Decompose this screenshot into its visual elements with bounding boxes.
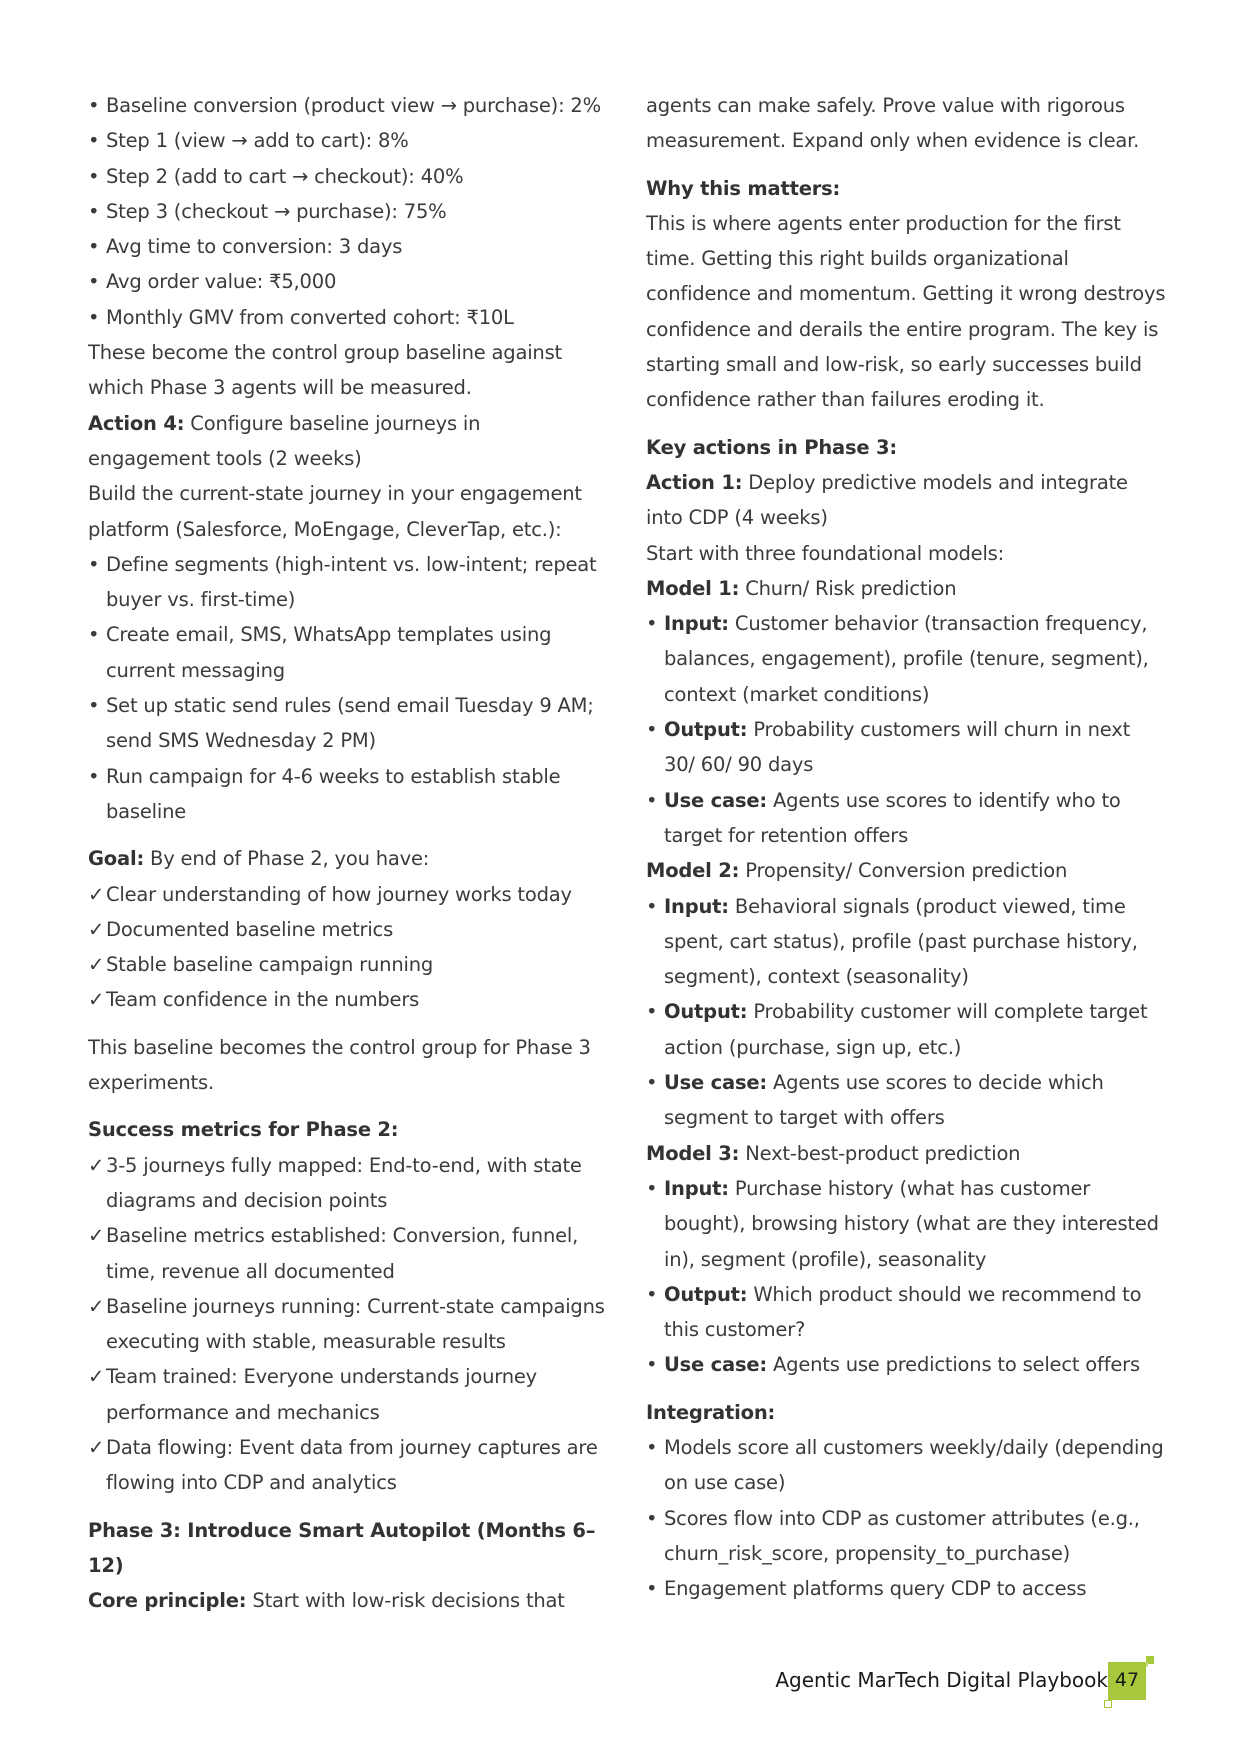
check-item	[88, 982, 608, 1017]
action-4-label: Action 4:	[88, 411, 185, 435]
start-paragraph: Start with three foundational models:	[646, 541, 1004, 565]
check-icon: ✓	[88, 1224, 105, 1248]
item-label: Input:	[664, 894, 729, 918]
success-item-text: Data flowing: Event data from journey captures are flowing into CDP and analytics	[106, 1435, 598, 1495]
model-2-heading	[646, 853, 1166, 888]
success-item	[88, 1218, 608, 1289]
key-actions-heading: Key actions in Phase 3:	[646, 435, 897, 459]
list-item: • Run campaign for 4-6 weeks to establish stable baseline	[88, 759, 608, 830]
success-item-text: Team trained: Everyone understands journey performance and mechanics	[106, 1365, 538, 1424]
item-label: Output:	[664, 1000, 748, 1024]
check-icon: ✓	[88, 1294, 105, 1318]
model-name: Churn/ Risk prediction	[739, 576, 957, 600]
check-icon: ✓	[88, 1435, 105, 1459]
item-label: Input:	[664, 1176, 729, 1200]
list-item: • Define segments (high-intent vs. low-intent; repeat buyer vs. first-time)	[88, 547, 608, 618]
list-item: • Avg time to conversion: 3 days	[88, 229, 608, 264]
success-item-text: 3-5 journeys fully mapped: End-to-end, with state diagrams and decision points	[106, 1153, 582, 1212]
check-icon: ✓	[88, 1365, 105, 1389]
item-text: Agents use predictions to select offers	[767, 1353, 1140, 1377]
left-column	[88, 88, 608, 1618]
page-footer	[700, 1660, 1160, 1710]
list-item	[646, 783, 1166, 854]
item-label: Output:	[664, 1282, 748, 1306]
check-icon: ✓	[88, 882, 105, 906]
list-item: • Models score all customers weekly/daily (depending on use case)	[646, 1430, 1166, 1501]
success-item-text: Baseline journeys running: Current-state campaigns executing with stable, measurable results	[106, 1294, 605, 1354]
list-item: • Scores flow into CDP as customer attributes (e.g., churn_risk_score, propensity_to_purchase)	[646, 1501, 1166, 1572]
control-group-paragraph: These become the control group baseline against which Phase 3 agents will be measured.	[88, 341, 562, 400]
item-text: Probability customer will complete target action (purchase, sign up, etc.)	[664, 1000, 1148, 1059]
model-label: Model 2:	[646, 859, 740, 883]
why-paragraph: This is where agents enter production for the first time. Getting this right builds organizational confidence and momentum. Getting it wrong destroys confidence and derails the entire program. The key is starting small and low-risk, so early successes build confidence rather than failures eroding it.	[646, 211, 1166, 412]
baseline-paragraph: This baseline becomes the control group for Phase 3 experiments.	[88, 1035, 591, 1095]
list-item: • Step 3 (checkout → purchase): 75%	[88, 194, 608, 229]
item-label: Use case:	[664, 788, 768, 812]
check-icon: ✓	[88, 953, 105, 977]
model-3-heading	[646, 1136, 1166, 1171]
integration-heading: Integration:	[646, 1400, 776, 1424]
check-item	[88, 947, 608, 982]
list-item	[646, 712, 1166, 783]
item-text: Which product should we recommend to this customer?	[664, 1282, 1142, 1342]
list-item: • Step 2 (add to cart → checkout): 40%	[88, 159, 608, 194]
check-icon: ✓	[88, 1153, 105, 1177]
model-label: Model 1:	[646, 576, 740, 600]
check-item-text: Documented baseline metrics	[106, 917, 394, 941]
list-item	[646, 1171, 1166, 1277]
action-1-label: Action 1:	[646, 470, 743, 494]
document-title: Agentic MarTech Digital Playbook	[775, 1668, 1108, 1692]
goal-text: By end of Phase 2, you have:	[144, 847, 430, 871]
core-principle-label: Core principle:	[88, 1589, 247, 1613]
check-item-text: Stable baseline campaign running	[106, 953, 434, 977]
goal-label: Goal:	[88, 847, 145, 871]
item-label: Input:	[664, 612, 729, 636]
item-label: Output:	[664, 718, 748, 742]
core-principle-paragraph	[88, 1583, 608, 1618]
success-metrics-heading: Success metrics for Phase 2:	[88, 1118, 399, 1142]
action-1-text: Deploy predictive models and integrate into CDP (4 weeks)	[646, 470, 1128, 530]
list-item	[646, 994, 1166, 1065]
action-4-text: Configure baseline journeys in engagement tools (2 weeks)	[88, 411, 481, 470]
item-text: Agents use scores to decide which segment to target with offers	[664, 1071, 1104, 1130]
page-number: 47	[1108, 1662, 1146, 1700]
decorative-outline-square-icon	[1104, 1700, 1112, 1708]
check-item-text: Team confidence in the numbers	[106, 988, 420, 1012]
why-heading: Why this matters:	[646, 176, 841, 200]
list-item	[646, 1065, 1166, 1136]
item-text: Customer behavior (transaction frequency, balances, engagement), profile (tenure, segment), context (market conditions)	[664, 612, 1149, 706]
list-item: • Baseline conversion (product view → purchase): 2%	[88, 88, 608, 123]
list-item	[646, 1277, 1166, 1348]
item-text: Probability customers will churn in next 30/ 60/ 90 days	[664, 718, 1131, 777]
success-item	[88, 1289, 608, 1360]
list-item: • Monthly GMV from converted cohort: ₹10L	[88, 300, 608, 335]
success-item	[88, 1148, 608, 1219]
check-item	[88, 877, 608, 912]
list-item: • Engagement platforms query CDP to access	[646, 1571, 1166, 1606]
item-label: Use case:	[664, 1071, 768, 1095]
check-item	[88, 912, 608, 947]
item-text: Behavioral signals (product viewed, time spent, cart status), profile (past purchase history, segment), context (seasonality)	[664, 894, 1138, 989]
model-label: Model 3:	[646, 1141, 740, 1165]
action-4-paragraph	[88, 406, 608, 477]
list-item	[646, 606, 1166, 712]
core-principle-continued: agents can make safely. Prove value with rigorous measurement. Expand only when evidence is clear.	[646, 94, 1140, 153]
action-1-paragraph	[646, 465, 1166, 536]
right-column	[646, 88, 1166, 1606]
core-principle-text: Start with low-risk decisions that	[246, 1589, 565, 1613]
check-icon: ✓	[88, 917, 105, 941]
list-item: • Create email, SMS, WhatsApp templates using current messaging	[88, 617, 608, 688]
build-paragraph: Build the current-state journey in your engagement platform (Salesforce, MoEngage, CleverTap, etc.):	[88, 482, 582, 541]
goal-paragraph	[88, 841, 608, 876]
list-item: • Set up static send rules (send email Tuesday 9 AM; send SMS Wednesday 2 PM)	[88, 688, 608, 759]
list-item: • Avg order value: ₹5,000	[88, 264, 608, 299]
check-icon: ✓	[88, 988, 105, 1012]
check-item-text: Clear understanding of how journey works today	[106, 882, 572, 906]
item-label: Use case:	[664, 1353, 768, 1377]
phase-3-heading: Phase 3: Introduce Smart Autopilot (Months 6–12)	[88, 1518, 596, 1577]
list-item	[646, 889, 1166, 995]
success-item	[88, 1359, 608, 1430]
item-text: Purchase history (what has customer bought), browsing history (what are they interested in), segment (profile), seasonality	[664, 1176, 1159, 1271]
success-item-text: Baseline metrics established: Conversion, funnel, time, revenue all documented	[106, 1224, 579, 1283]
item-text: Agents use scores to identify who to target for retention offers	[664, 788, 1121, 847]
list-item: • Step 1 (view → add to cart): 8%	[88, 123, 608, 158]
list-item	[646, 1347, 1166, 1382]
model-1-heading	[646, 571, 1166, 606]
model-name: Propensity/ Conversion prediction	[739, 859, 1068, 883]
model-name: Next-best-product prediction	[739, 1141, 1021, 1165]
success-item	[88, 1430, 608, 1501]
